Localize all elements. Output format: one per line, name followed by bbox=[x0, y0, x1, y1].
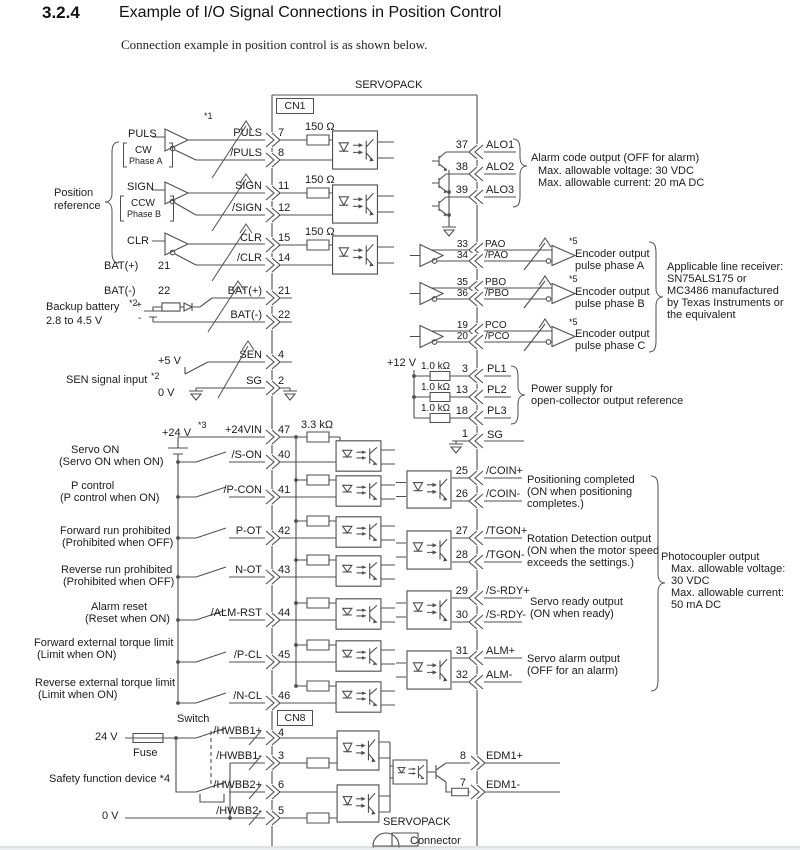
cn1-pin-signal: /P-CON bbox=[223, 484, 262, 496]
cn1-pin-signal: /CLR bbox=[236, 252, 262, 264]
out-pin-signal: /TGON+ bbox=[486, 525, 528, 537]
out-pin-signal: /COIN+ bbox=[486, 465, 523, 477]
footnote-2: *2 bbox=[129, 298, 138, 308]
out-pin-number: 31 bbox=[455, 645, 468, 657]
phase-b-output-label: pulse phase B bbox=[575, 298, 645, 310]
cn1-pin-signal: SIGN bbox=[235, 180, 262, 192]
resistor-label: 1.0 kΩ bbox=[421, 361, 451, 372]
rev-run-label: Reverse run prohibited bbox=[61, 564, 173, 576]
enc-pin-signal: /PCO bbox=[485, 331, 510, 342]
coin-note: completes.) bbox=[527, 498, 584, 510]
fuse-label: Fuse bbox=[133, 747, 158, 759]
alo-pin-signal: ALO3 bbox=[486, 184, 515, 196]
srdy-note: (ON when ready) bbox=[530, 608, 614, 620]
cn1-pin-signal: P-OT bbox=[235, 525, 262, 537]
power-supply-note: Power supply for bbox=[531, 383, 613, 395]
cn8-pin-signal: /HWBB2+ bbox=[213, 779, 262, 791]
bat-plus-pin: 21 bbox=[158, 260, 171, 272]
cn8-pin-number: 6 bbox=[278, 779, 285, 791]
clr-label: CLR bbox=[127, 235, 150, 247]
pl-pin-number: 18 bbox=[455, 405, 468, 417]
out-pin-number: 29 bbox=[455, 585, 468, 597]
cn1-pin-number: 44 bbox=[278, 607, 291, 619]
cn1-pin-number: 7 bbox=[278, 127, 285, 139]
cn1-pin-signal: /SIGN bbox=[232, 202, 262, 214]
pl-pin-signal: PL1 bbox=[487, 363, 507, 375]
photocoupler-note: 50 mA DC bbox=[671, 599, 722, 611]
servopack-label: SERVOPACK bbox=[355, 79, 423, 91]
sg-pin-number: 1 bbox=[461, 428, 468, 440]
cn1-pin-number: 22 bbox=[278, 309, 291, 321]
out-pin-number: 25 bbox=[455, 465, 468, 477]
enc-pin-number: 33 bbox=[456, 239, 468, 250]
connector-label: Connector bbox=[410, 835, 461, 847]
p-control-label: P control bbox=[71, 480, 115, 492]
alm-note: Servo alarm output bbox=[527, 653, 620, 665]
tgon-note: Rotation Detection output bbox=[527, 533, 652, 545]
cn1-pin-signal: /N-CL bbox=[233, 690, 262, 702]
cn1-pin-number: 2 bbox=[278, 375, 285, 387]
phase-c-output-label: pulse phase C bbox=[575, 340, 646, 352]
fwd-torque-note: (Limit when ON) bbox=[37, 649, 117, 661]
cn1-pin-number: 4 bbox=[278, 349, 285, 361]
cn8-pin-signal: /HWBB1+ bbox=[213, 725, 262, 737]
enc-pin-signal: /PAO bbox=[485, 250, 509, 261]
sg-pin-signal: SG bbox=[487, 429, 503, 441]
out-pin-number: 26 bbox=[455, 488, 468, 500]
enc-pin-signal: PBO bbox=[485, 277, 507, 288]
line-receiver-note: Applicable line receiver: bbox=[667, 261, 784, 273]
out-pin-number: 27 bbox=[455, 525, 468, 537]
power-supply-note: open-collector output reference bbox=[531, 395, 684, 407]
cn1-pin-number: 42 bbox=[278, 525, 291, 537]
enc-pin-number: 35 bbox=[456, 277, 468, 288]
pl-pin-number: 3 bbox=[461, 363, 468, 375]
edm-pin-signal: EDM1+ bbox=[486, 750, 523, 762]
bat-minus-label: BAT(-) bbox=[104, 285, 136, 297]
coin-note: (ON when positioning bbox=[527, 486, 633, 498]
enc-pin-number: 19 bbox=[456, 320, 468, 331]
cn1-pin-number: 21 bbox=[278, 285, 291, 297]
plus5v-label: +5 V bbox=[158, 355, 181, 367]
pl-pin-signal: PL2 bbox=[487, 384, 507, 396]
alo-pin-number: 37 bbox=[455, 139, 468, 151]
footnote-5: *5 bbox=[569, 274, 578, 284]
cn1-pin-number: 43 bbox=[278, 564, 291, 576]
minus-sign: - bbox=[138, 313, 142, 324]
out-pin-signal: ALM+ bbox=[486, 645, 516, 657]
photocoupler-note: Photocoupler output bbox=[661, 551, 760, 563]
cn1-pin-signal: PULS bbox=[233, 127, 262, 139]
sign-label: SIGN bbox=[127, 181, 154, 193]
cn1-pin-signal: BAT(+) bbox=[227, 285, 262, 297]
cn1-pin-number: 45 bbox=[278, 649, 291, 661]
footnote-2: *2 bbox=[151, 371, 160, 381]
cn1-pin-number: 41 bbox=[278, 484, 291, 496]
enc-pin-number: 20 bbox=[456, 331, 468, 342]
resistor-label: 3.3 kΩ bbox=[301, 419, 334, 431]
24v-label: 24 V bbox=[95, 731, 118, 743]
cn1-pin-number: 47 bbox=[278, 424, 291, 436]
rev-torque-label: Reverse external torque limit bbox=[35, 677, 176, 689]
cn1-pin-signal: SG bbox=[246, 375, 262, 387]
cn1-pin-signal: N-OT bbox=[235, 564, 262, 576]
safety-device-label: Safety function device *4 bbox=[49, 773, 171, 785]
alo-pin-number: 39 bbox=[455, 184, 468, 196]
fwd-run-label: Forward run prohibited bbox=[60, 525, 171, 537]
out-pin-number: 28 bbox=[455, 549, 468, 561]
battery-range-label: 2.8 to 4.5 V bbox=[46, 315, 103, 327]
cn1-pin-number: 46 bbox=[278, 690, 291, 702]
alo-pin-signal: ALO2 bbox=[486, 161, 515, 173]
fwd-torque-label: Forward external torque limit bbox=[34, 637, 174, 649]
plus12v-label: +12 V bbox=[387, 357, 417, 369]
enc-pin-signal: PCO bbox=[485, 320, 507, 331]
alarm-reset-label: Alarm reset bbox=[91, 601, 148, 613]
encoder-output-label: Encoder output bbox=[575, 248, 650, 260]
servopack-bottom-label: SERVOPACK bbox=[383, 816, 451, 828]
enc-pin-signal: PAO bbox=[485, 239, 506, 250]
cn8-pin-signal: /HWBB2- bbox=[216, 805, 262, 817]
out-pin-signal: ALM- bbox=[486, 669, 513, 681]
resistor-label: 1.0 kΩ bbox=[421, 382, 451, 393]
cn1-pin-number: 12 bbox=[278, 202, 291, 214]
enc-pin-number: 36 bbox=[456, 288, 468, 299]
rev-torque-note: (Limit when ON) bbox=[38, 689, 118, 701]
p-control-note: (P control when ON) bbox=[60, 492, 160, 504]
resistor-label: 150 Ω bbox=[305, 121, 335, 133]
out-pin-signal: /S-RDY+ bbox=[486, 585, 530, 597]
cn1-pin-number: 11 bbox=[278, 180, 290, 192]
cn8-connector-label: CN8 bbox=[277, 710, 313, 726]
edm-pin-number: 7 bbox=[459, 777, 466, 789]
cn1-pin-signal: /S-ON bbox=[231, 449, 262, 461]
cn1-pin-signal: /P-CL bbox=[233, 649, 262, 661]
cn8-pin-signal: /HWBB1- bbox=[216, 750, 262, 762]
cn1-pin-signal: /ALM-RST bbox=[210, 607, 262, 619]
section-number: 3.2.4 bbox=[42, 3, 80, 22]
switch-label: Switch bbox=[177, 713, 210, 725]
enc-pin-number: 34 bbox=[456, 250, 468, 261]
coin-note: Positioning completed bbox=[527, 474, 635, 486]
phase-b-label: Phase B bbox=[127, 209, 162, 219]
cn8-pin-number: 5 bbox=[278, 805, 285, 817]
alarm-code-note: Alarm code output (OFF for alarm) bbox=[531, 152, 700, 164]
edm-pin-number: 8 bbox=[459, 750, 466, 762]
cn8-pin-number: 3 bbox=[278, 750, 285, 762]
encoder-output-label: Encoder output bbox=[575, 328, 650, 340]
page-subtitle: Connection example in position control is as shown below. bbox=[121, 37, 428, 52]
phase-a-label: Phase A bbox=[129, 156, 163, 166]
cn1-connector-label: CN1 bbox=[276, 98, 314, 114]
line-receiver-note: the equivalent bbox=[667, 309, 736, 321]
alarm-code-note: Max. allowable voltage: 30 VDC bbox=[538, 165, 694, 177]
sen-input-label: SEN signal input bbox=[66, 374, 148, 386]
pl-pin-signal: PL3 bbox=[487, 405, 507, 417]
alo-pin-number: 38 bbox=[455, 161, 468, 173]
alarm-reset-note: (Reset when ON) bbox=[85, 613, 170, 625]
rev-run-note: (Prohibited when OFF) bbox=[63, 576, 175, 588]
cw-label: CW bbox=[135, 145, 152, 156]
edm-pin-signal: EDM1- bbox=[486, 779, 521, 791]
phase-a-output-label: pulse phase A bbox=[575, 260, 645, 272]
servo-on-label: Servo ON bbox=[71, 444, 120, 456]
cn1-pin-signal: SEN bbox=[239, 349, 262, 361]
footnote-5: *5 bbox=[569, 317, 578, 327]
fwd-run-note: (Prohibited when OFF) bbox=[62, 537, 174, 549]
out-pin-number: 32 bbox=[455, 669, 468, 681]
out-pin-signal: /S-RDY- bbox=[486, 609, 526, 621]
alm-note: (OFF for an alarm) bbox=[527, 665, 619, 677]
cn1-pin-signal: BAT(-) bbox=[230, 309, 262, 321]
bat-minus-pin: 22 bbox=[158, 285, 171, 297]
srdy-note: Servo ready output bbox=[530, 596, 623, 608]
zerov-label: 0 V bbox=[158, 387, 175, 399]
alo-pin-signal: ALO1 bbox=[486, 139, 515, 151]
backup-battery-label: Backup battery bbox=[46, 301, 120, 313]
cn8-pin-number: 4 bbox=[278, 727, 285, 739]
out-pin-signal: /TGON- bbox=[486, 549, 525, 561]
photocoupler-note: Max. allowable voltage: bbox=[671, 563, 786, 575]
cn1-pin-number: 15 bbox=[278, 232, 291, 244]
cn1-pin-number: 40 bbox=[278, 449, 291, 461]
cn1-pin-signal: CLR bbox=[239, 232, 262, 244]
resistor-label: 1.0 kΩ bbox=[421, 403, 451, 414]
footnote-1: *1 bbox=[204, 111, 213, 121]
line-receiver-note: MC3486 manufactured bbox=[667, 285, 779, 297]
cn1-pin-signal: +24VIN bbox=[225, 424, 262, 436]
cn1-pin-number: 8 bbox=[278, 147, 285, 159]
line-receiver-note: by Texas Instruments or bbox=[667, 297, 784, 309]
footnote-5: *5 bbox=[569, 236, 578, 246]
cn1-pin-number: 14 bbox=[278, 252, 291, 264]
tgon-note: (ON when the motor speed bbox=[527, 545, 660, 557]
puls-label: PULS bbox=[128, 128, 157, 140]
plus24v-label: +24 V bbox=[162, 427, 192, 439]
line-receiver-note: SN75ALS175 or bbox=[667, 273, 747, 285]
pl-pin-number: 13 bbox=[455, 384, 468, 396]
servo-on-note: (Servo ON when ON) bbox=[59, 456, 164, 468]
footnote-3: *3 bbox=[198, 420, 207, 430]
position-reference-label: Position reference bbox=[54, 187, 101, 213]
photocoupler-note: 30 VDC bbox=[671, 575, 710, 587]
photocoupler-note: Max. allowable current: bbox=[671, 587, 785, 599]
ccw-label: CCW bbox=[131, 198, 155, 209]
alarm-code-note: Max. allowable current: 20 mA DC bbox=[538, 177, 705, 189]
tgon-note: exceeds the settings.) bbox=[527, 557, 635, 569]
plus-sign: + bbox=[136, 300, 142, 311]
out-pin-number: 30 bbox=[455, 609, 468, 621]
enc-pin-signal: /PBO bbox=[485, 288, 509, 299]
resistor-label: 150 Ω bbox=[305, 226, 335, 238]
zerov-bottom-label: 0 V bbox=[102, 810, 119, 822]
resistor-label: 150 Ω bbox=[305, 174, 335, 186]
encoder-output-label: Encoder output bbox=[575, 286, 650, 298]
page-title: Example of I/O Signal Connections in Position Control bbox=[119, 4, 502, 21]
out-pin-signal: /COIN- bbox=[486, 488, 521, 500]
cn1-pin-signal: /PULS bbox=[230, 147, 262, 159]
bat-plus-label: BAT(+) bbox=[104, 260, 139, 272]
